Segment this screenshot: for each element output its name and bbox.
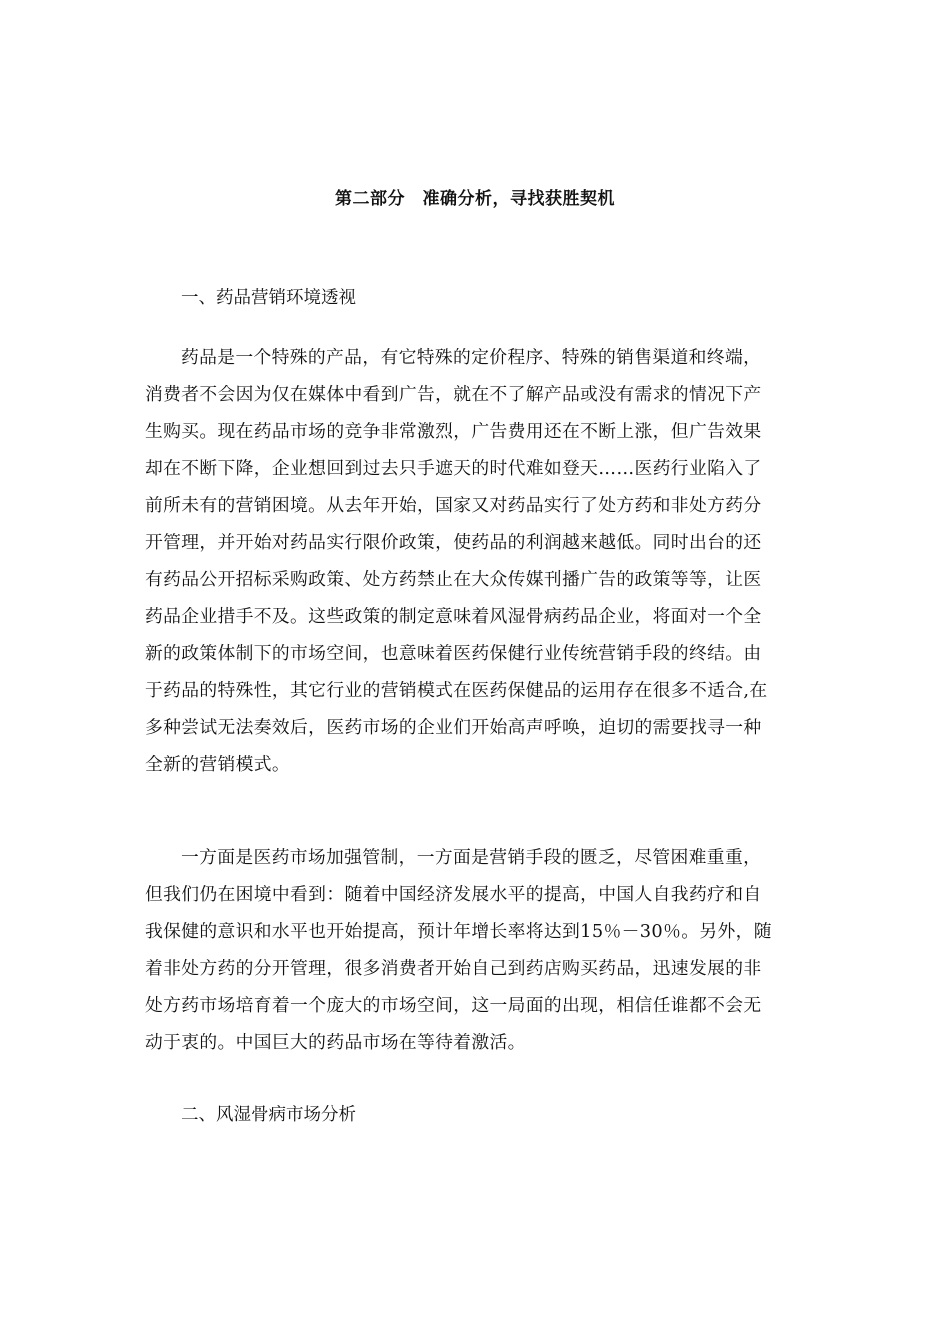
paragraph-line: 生购买。现在药品市场的竞争非常激烈，广告费用还在不断上涨，但广告效果: [145, 421, 762, 442]
paragraph-line: 药品是一个特殊的产品，有它特殊的定价程序、特殊的销售渠道和终端，: [181, 347, 762, 368]
paragraph-line: 动于衷的。中国巨大的药品市场在等待着激活。: [145, 1032, 526, 1053]
section-heading-2: 二、风湿骨病市场分析: [181, 1105, 356, 1125]
paragraph-line: 新的政策体制下的市场空间，也意味着医药保健行业传统营销手段的终结。由: [145, 643, 762, 664]
paragraph-line: 一方面是医药市场加强管制，一方面是营销手段的匮乏，尽管困难重重，: [181, 847, 762, 868]
paragraph-line: 我保健的意识和水平也开始提高，预计年增长率将达到15％－30％。另外，随: [145, 921, 772, 942]
paragraph-1: [145, 339, 805, 783]
paragraph-line: 但我们仍在困境中看到：随着中国经济发展水平的提高，中国人自我药疗和自: [145, 884, 762, 905]
page-title: 第二部分 准确分析，寻找获胜契机: [335, 189, 615, 209]
paragraph-line: 前所未有的营销困境。从去年开始，国家又对药品实行了处方药和非处方药分: [145, 495, 762, 516]
paragraph-line: 却在不断下降，企业想回到过去只手遮天的时代难如登天……医药行业陷入了: [145, 458, 762, 479]
paragraph-line: 处方药市场培育着一个庞大的市场空间，这一局面的出现，相信任谁都不会无: [145, 995, 762, 1016]
paragraph-line: 着非处方药的分开管理，很多消费者开始自己到药店购买药品，迅速发展的非: [145, 958, 762, 979]
paragraph-line: 开管理，并开始对药品实行限价政策，使药品的利润越来越低。同时出台的还: [145, 532, 762, 553]
paragraph-2: [145, 839, 805, 1061]
section-heading-1: 一、药品营销环境透视: [181, 288, 356, 308]
paragraph-line: 多种尝试无法奏效后，医药市场的企业们开始高声呼唤，迫切的需要找寻一种: [145, 717, 762, 738]
paragraph-line: 于药品的特殊性，其它行业的营销模式在医药保健品的运用存在很多不适合,在: [145, 680, 768, 701]
paragraph-line: 消费者不会因为仅在媒体中看到广告，就在不了解产品或没有需求的情况下产: [145, 384, 762, 405]
paragraph-line: 有药品公开招标采购政策、处方药禁止在大众传媒刊播广告的政策等等，让医: [145, 569, 762, 590]
paragraph-line: 药品企业措手不及。这些政策的制定意味着风湿骨病药品企业，将面对一个全: [145, 606, 762, 627]
paragraph-line: 全新的营销模式。: [145, 754, 291, 775]
